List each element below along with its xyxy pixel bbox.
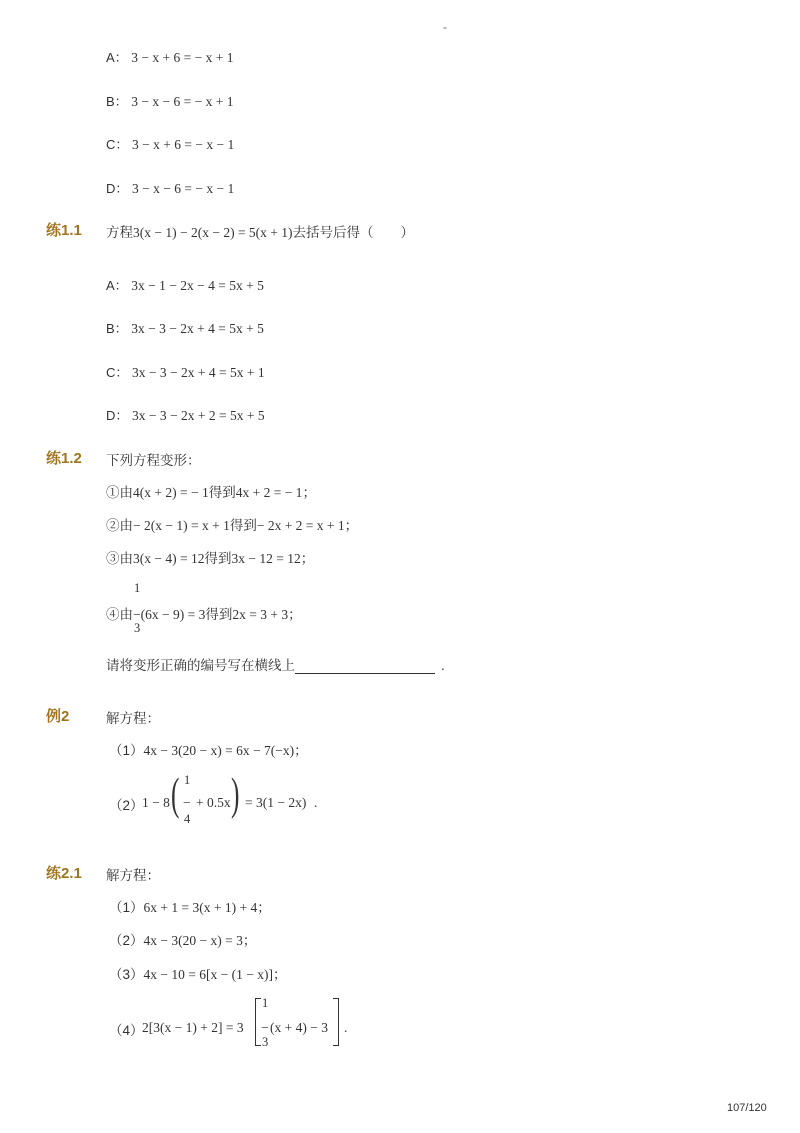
stem-suffix: 去括号后得（ ）	[292, 225, 415, 240]
exercise-stem: 下列方程变形：	[106, 453, 201, 468]
fill-blank-line	[106, 654, 445, 674]
fraction-denominator: 4	[184, 812, 191, 826]
problem-4-prefix: 2[3(x − 1) + 2] = 3	[142, 1020, 244, 1035]
fraction-denominator: 3	[134, 621, 141, 635]
problem-3	[109, 963, 286, 983]
stem-equation: 3(x − 1) − 2(x − 2) = 5(x + 1)	[133, 225, 293, 240]
problem-equation: 4x − 3(20 − x) = 6x − 7(−x)	[143, 743, 295, 758]
item-equation: − 2(x − 1) = x + 1	[133, 518, 230, 533]
item-connector: 得到	[208, 485, 236, 500]
problem-2	[109, 929, 256, 949]
item-end: ；	[288, 607, 302, 622]
option-label: C：	[106, 137, 129, 152]
problem-end: ；	[257, 900, 271, 915]
item-number: ③由	[106, 551, 133, 566]
problem-1	[109, 739, 308, 759]
fraction-numerator: 1	[262, 996, 269, 1010]
option-b	[106, 318, 264, 337]
option-label: D：	[106, 181, 129, 196]
problem-number: （3）	[109, 967, 144, 982]
item-end: ；	[302, 485, 316, 500]
fraction-sign: −	[261, 1020, 269, 1035]
option-a	[106, 275, 264, 294]
item-connector: 得到	[205, 607, 233, 622]
top-mark: -	[443, 20, 447, 34]
right-bracket	[333, 998, 339, 1046]
item-equation: 3(x − 4) = 12	[133, 551, 205, 566]
problem-2-end: .	[314, 795, 318, 810]
option-c	[106, 134, 234, 153]
problem-equation: 6x + 1 = 3(x + 1) + 4	[143, 900, 258, 915]
item-result: 2x = 3 + 3	[232, 607, 289, 622]
option-expr: 3x − 3 − 2x + 4 = 5x + 5	[131, 321, 264, 336]
item-equation: 4(x + 2) = − 1	[133, 485, 209, 500]
problem-equation: 4x − 3(20 − x) = 3	[143, 933, 243, 948]
example-stem: 解方程：	[106, 711, 160, 726]
option-expr: 3x − 3 − 2x + 4 = 5x + 1	[132, 365, 265, 380]
stem-prefix: 方程	[106, 225, 133, 240]
transform-item-4	[106, 603, 302, 623]
problem-2-prefix: 1 − 8	[142, 795, 170, 810]
item-end: ；	[344, 518, 359, 533]
option-expr: 3x − 3 − 2x + 2 = 5x + 5	[132, 408, 265, 423]
option-c	[106, 362, 265, 381]
problem-equation: 4x − 10 = 6[x − (1 − x)]	[143, 967, 273, 982]
fraction-sign: −	[133, 607, 141, 622]
example-tag: 例2	[46, 708, 70, 725]
problem-end: ；	[272, 967, 287, 982]
item-number: ④由	[106, 607, 133, 622]
option-expr: 3 − x + 6 = − x + 1	[131, 50, 234, 65]
exercise-stem: 解方程：	[106, 868, 160, 883]
option-expr: 3 − x − 6 = − x − 1	[132, 181, 235, 196]
option-d	[106, 178, 234, 197]
exercise-tag: 练1.1	[46, 222, 82, 239]
inner-term: (x + 4) − 3	[270, 1020, 328, 1035]
option-d	[106, 405, 265, 424]
option-label: A：	[106, 50, 128, 65]
problem-4-number: （4）	[109, 1023, 144, 1038]
problem-end: ；	[242, 933, 257, 948]
fraction-numerator: 1	[184, 773, 191, 787]
option-label: C：	[106, 365, 129, 380]
option-label: A：	[106, 278, 128, 293]
option-label: B：	[106, 321, 128, 336]
problem-number: （1）	[109, 900, 144, 915]
fill-end: .	[441, 658, 445, 673]
problem-number: （1）	[109, 743, 144, 758]
transform-item-3	[106, 547, 314, 567]
left-paren: (	[171, 768, 180, 819]
option-expr: 3x − 1 − 2x − 4 = 5x + 5	[131, 278, 264, 293]
exercise-tag: 练2.1	[46, 865, 82, 882]
item-end: ；	[300, 551, 315, 566]
page-number: 107/120	[727, 1102, 767, 1114]
item-result: 3x − 12 = 12	[231, 551, 301, 566]
exercise-stem	[106, 221, 414, 241]
problem-2-rhs: = 3(1 − 2x)	[245, 795, 307, 810]
option-a	[106, 47, 234, 66]
problem-4-end: .	[344, 1020, 348, 1035]
answer-blank[interactable]	[295, 659, 435, 674]
item-result: 4x + 2 = − 1	[235, 485, 303, 500]
problem-1	[109, 896, 271, 916]
item-result: − 2x + 2 = x + 1	[256, 518, 345, 533]
fraction-sign: −	[183, 795, 191, 810]
item-number: ①由	[106, 485, 133, 500]
transform-item-1	[106, 481, 316, 501]
option-label: B：	[106, 94, 128, 109]
option-expr: 3 − x + 6 = − x − 1	[132, 137, 235, 152]
option-expr: 3 − x − 6 = − x + 1	[131, 94, 234, 109]
option-label: D：	[106, 408, 129, 423]
problem-2-number: （2）	[109, 798, 144, 813]
problem-end: ；	[294, 743, 308, 758]
right-paren: )	[231, 768, 240, 819]
fraction-numerator: 1	[134, 581, 141, 595]
fraction-denominator: 3	[262, 1035, 269, 1049]
item-connector: 得到	[204, 551, 232, 566]
problem-number: （2）	[109, 933, 144, 948]
item-number: ②由	[106, 518, 133, 533]
transform-item-2	[106, 514, 358, 534]
inner-term: + 0.5x	[196, 795, 231, 810]
fill-instruction: 请将变形正确的编号写在横线上	[106, 658, 295, 673]
item-connector: 得到	[229, 518, 257, 533]
exercise-tag: 练1.2	[46, 450, 82, 467]
item-equation: (6x − 9) = 3	[140, 607, 206, 622]
option-b	[106, 91, 234, 110]
